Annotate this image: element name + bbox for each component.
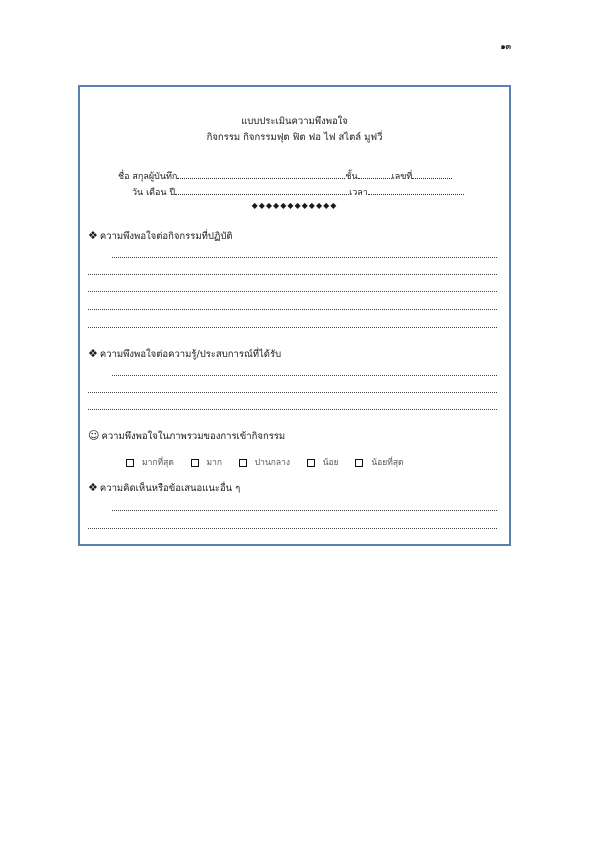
checkbox-icon[interactable] xyxy=(355,459,363,467)
page-number: ๑๓ xyxy=(500,42,511,51)
date-field[interactable] xyxy=(175,185,349,195)
number-label: เลขที่ xyxy=(391,172,413,182)
section-title: ความคิดเห็นหรือข้อเสนอแนะอื่น ๆ xyxy=(99,483,241,494)
name-label: ชื่อ สกุลผู้บันทึก xyxy=(118,172,178,182)
smiley-icon: ☺ xyxy=(88,429,100,442)
form-subtitle: กิจกรรม กิจกรรมฟุต ฟิต ฟอ ไฟ สไตล์ มูฟวี่ xyxy=(206,132,383,143)
answer-line[interactable] xyxy=(112,257,497,258)
rating-option[interactable]: น้อย xyxy=(307,455,339,469)
section-title: ความพึงพอใจต่อกิจกรรมที่ปฏิบัติ xyxy=(99,231,233,242)
diamond-bullet-icon: ❖ xyxy=(88,229,98,242)
rating-options xyxy=(126,455,418,469)
divider-diamonds: ◆◆◆◆◆◆◆◆◆◆◆◆ xyxy=(251,201,338,210)
answer-line[interactable] xyxy=(88,409,497,410)
checkbox-icon[interactable] xyxy=(239,459,247,467)
form-title: แบบประเมินความพึงพอใจ xyxy=(241,116,348,127)
class-label: ชั้น xyxy=(345,172,358,182)
name-field[interactable] xyxy=(177,169,345,179)
evaluation-form xyxy=(78,85,511,546)
date-row xyxy=(132,185,464,199)
checkbox-icon[interactable] xyxy=(126,459,134,467)
name-row xyxy=(118,169,452,183)
section-overall-satisfaction xyxy=(88,429,285,444)
diamond-bullet-icon: ❖ xyxy=(88,347,98,360)
time-field[interactable] xyxy=(368,185,464,195)
answer-line[interactable] xyxy=(88,327,497,328)
rating-option[interactable]: มาก xyxy=(191,455,223,469)
date-label: วัน เดือน ปี xyxy=(132,188,176,198)
answer-line[interactable] xyxy=(88,309,497,310)
answer-line[interactable] xyxy=(88,291,497,292)
section-suggestions xyxy=(88,481,240,496)
number-field[interactable] xyxy=(412,169,452,179)
section-title: ความพึงพอใจในภาพรวมของการเข้ากิจกรรม xyxy=(101,431,286,442)
answer-line[interactable] xyxy=(88,392,497,393)
answer-line[interactable] xyxy=(88,274,497,275)
answer-line[interactable] xyxy=(112,375,497,376)
checkbox-icon[interactable] xyxy=(307,459,315,467)
section-activity-satisfaction xyxy=(88,229,233,244)
checkbox-icon[interactable] xyxy=(191,459,199,467)
rating-option[interactable]: มากที่สุด xyxy=(126,455,174,469)
rating-option[interactable]: น้อยที่สุด xyxy=(355,455,403,469)
section-knowledge-satisfaction xyxy=(88,347,281,362)
diamond-bullet-icon: ❖ xyxy=(88,481,98,494)
class-field[interactable] xyxy=(358,169,392,179)
rating-option[interactable]: ปานกลาง xyxy=(239,455,290,469)
section-title: ความพึงพอใจต่อความรู้/ประสบการณ์ที่ได้รับ xyxy=(99,349,282,360)
answer-line[interactable] xyxy=(112,510,497,511)
time-label: เวลา xyxy=(349,188,368,198)
answer-line[interactable] xyxy=(88,528,497,529)
